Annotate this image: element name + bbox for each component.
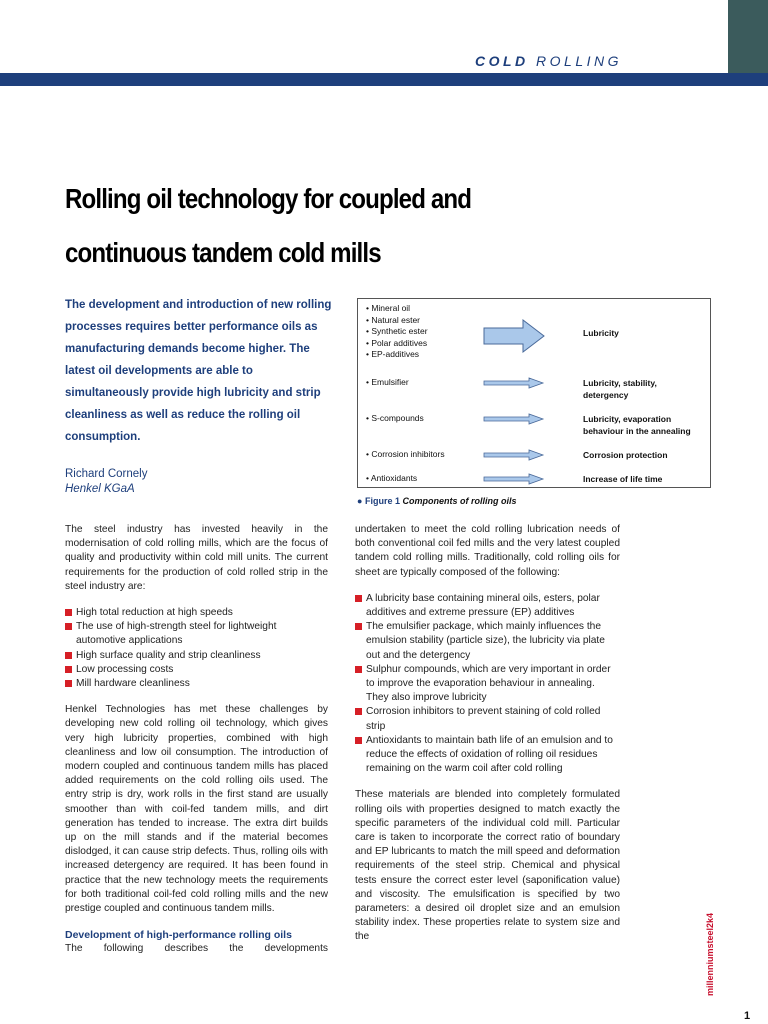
- figure-components: [357, 298, 711, 488]
- list-item: The use of high-strength steel for lightweight automotive applications: [65, 620, 328, 648]
- figure-result: Corrosion protection: [583, 450, 668, 460]
- figure-item: • S-compounds: [366, 413, 424, 423]
- figure-result: Lubricity: [583, 328, 619, 338]
- paragraph: These materials are blended into completely formulated rolling oils with properties designed to match exactly the specific parameters of the individual cold mill. Particular care is taken to incorporate the correct ratio of boundary and EP lubricants to match the mill speed and deformation requirements of the steel strip. Chemical and physical tests ensure the correct ester level (saponification value) and viscosity. The emulsification is specified by two parameters: a desired oil droplet size and an emulsion stability index. These properties relate to system size and the: [355, 789, 620, 943]
- intro-text: The development and introduction of new rolling processes requires better performance oils as manufacturing demands become higher. The latest oil developments are able to simultaneously provide high lubricity and strip cleanliness as well as reduce the rolling oil consumption.: [65, 299, 332, 443]
- list-item: High total reduction at high speeds: [65, 606, 328, 620]
- millennium-steel-logo: [702, 900, 716, 996]
- paragraph: undertaken to meet the cold rolling lubrication needs of both conventional coil fed mills and the very latest coupled tandem cold rolling mills. Traditionally, cold rolling oils for sheet are typically composed of the following:: [355, 524, 620, 578]
- caption-bullet-icon: ●: [357, 496, 363, 506]
- figure-result: Lubricity, stability, detergency: [583, 378, 657, 400]
- list-item: Mill hardware cleanliness: [65, 677, 328, 691]
- figure-item: • Emulsifier: [366, 377, 409, 387]
- components-list: [355, 592, 620, 777]
- section-word-1: COLD: [474, 53, 529, 69]
- arrow-icon: [483, 377, 545, 389]
- corner-block: [728, 0, 768, 73]
- header-band: [0, 73, 768, 86]
- figure-item: • Mineral oil: [366, 303, 411, 313]
- figure-item: • Corrosion inhibitors: [366, 449, 445, 459]
- arrow-icon: [483, 473, 545, 485]
- list-item: A lubricity base containing mineral oils, esters, polar additives and extreme pressure (EP) additives: [355, 592, 620, 620]
- list-item: High surface quality and strip cleanliness: [65, 649, 328, 663]
- page-number: 1: [744, 1010, 751, 1022]
- column-right: [355, 523, 620, 957]
- title-line-1: Rolling oil technology for coupled and: [65, 183, 472, 214]
- list-item: The emulsifier package, which mainly influences the emulsion stability (particle size), the lubricity via plate out and the detergency: [355, 620, 620, 663]
- figure-item: • Antioxidants: [366, 473, 418, 483]
- author-company: Henkel KGaA: [65, 483, 135, 495]
- column-left: [65, 523, 328, 957]
- figure-item: • EP-additives: [366, 349, 420, 359]
- section-heading: Development of high-performance rolling oils: [65, 929, 292, 942]
- list-item: Antioxidants to maintain bath life of an emulsion and to reduce the effects of oxidation of rolling oil residues remaining on the warm coil after cold rolling: [355, 734, 620, 777]
- section-word-2: ROLLING: [536, 53, 622, 69]
- list-item: Corrosion inhibitors to prevent staining of cold rolled strip: [355, 705, 620, 733]
- requirements-list: [65, 606, 328, 691]
- large-arrow-icon: [483, 319, 545, 353]
- arrow-icon: [483, 449, 545, 461]
- figure-item: • Natural ester: [366, 314, 420, 325]
- section-label: [440, 53, 622, 69]
- article-title: [65, 172, 581, 280]
- author-name: Richard Cornely: [65, 468, 148, 480]
- author-block: [65, 467, 147, 497]
- paragraph: The steel industry has invested heavily in the modernisation of cold rolling mills, which are the focus of quality and productivity within cold mill units. The current requirements for the production of cold rolled strip in the steel industry are:: [65, 524, 328, 592]
- figure-items: [366, 303, 428, 361]
- caption-label: Figure 1: [364, 496, 400, 506]
- figure-item: • Polar additives: [366, 337, 428, 348]
- list-item: Sulphur compounds, which are very important in order to improve the evaporation behaviour in annealing. They also improve lubricity: [355, 663, 620, 706]
- figure-result: Lubricity, evaporation behaviour in the annealing: [583, 414, 691, 436]
- caption-text: Components of rolling oils: [402, 496, 517, 506]
- paragraph: Henkel Technologies has met these challenges by developing new cold rolling oil technology, which gives very high lubricity properties, combined with high cleanliness and low oil consumption. The introduction of modern coupled and continuous tandem mills has placed added requirements on the cold rolling oils used. The entry strip is dry, work rolls in the first stand are usually smoother than with coil-fed tandem mills, and dirt generation has tended to increase. The extra dirt builds up on the mill stands and if the material becomes dislodged, it can cause strip defects. Thus, rolling oils with increased detergency are required. It has been found in practice that the new technology meets the requirements for both traditional coil-fed cold rolling mills and the new prestige coupled and continuous tandem mills.: [65, 704, 328, 915]
- paragraph: The following describes the developments: [65, 943, 328, 955]
- figure-result: Increase of life time: [583, 474, 663, 484]
- title-line-2: continuous tandem cold mills: [65, 237, 381, 268]
- figure-item: • Synthetic ester: [366, 326, 428, 336]
- list-item: Low processing costs: [65, 663, 328, 677]
- arrow-icon: [483, 413, 545, 425]
- figure-caption: [357, 496, 516, 506]
- brand-text: millenniumsteel2k4: [705, 912, 715, 996]
